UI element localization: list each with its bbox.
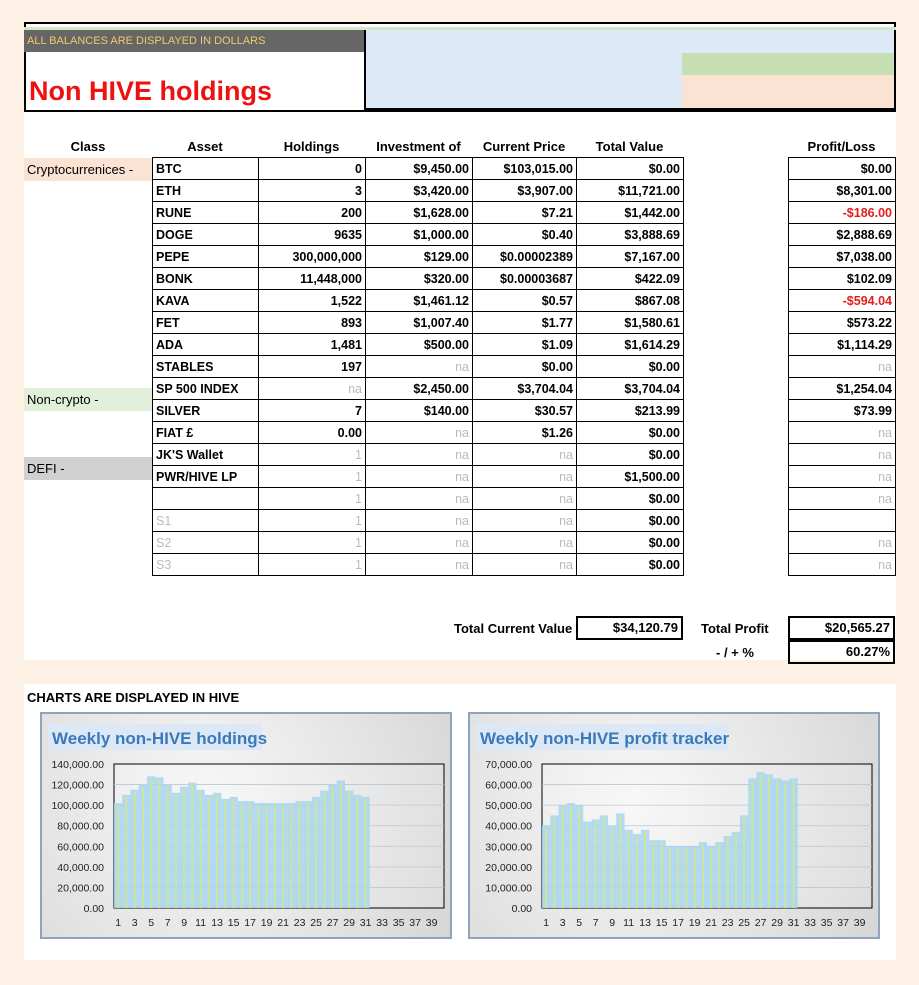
cell-profit-loss[interactable]: $8,301.00 [789,180,896,202]
table-row [153,224,684,246]
cell-profit-loss[interactable]: -$594.04 [789,290,896,312]
header-current-price: Current Price [482,139,566,154]
cell-holdings[interactable]: 200 [259,202,366,224]
cell-holdings[interactable]: 1 [259,444,366,466]
table-row [153,290,684,312]
cell-profit-loss[interactable]: na [789,466,896,488]
banner-peach-panel [682,75,894,108]
cell-holdings[interactable]: 1 [259,488,366,510]
cell-total[interactable]: $7,167.00 [577,246,684,268]
y-tick-label: 40,000.00 [485,820,532,833]
cell-total[interactable]: $0.00 [577,532,684,554]
table-row [153,400,684,422]
x-tick-label: 33 [804,917,816,929]
cell-profit-loss[interactable]: $7,038.00 [789,246,896,268]
cell-holdings[interactable]: 7 [259,400,366,422]
table-row [153,488,684,510]
table-row [153,510,684,532]
x-tick-label: 39 [853,917,866,929]
x-tick-label: 1 [543,917,550,929]
chart-title: Weekly non-HIVE profit tracker [480,729,730,748]
cell-investment[interactable]: na [366,532,473,554]
cell-investment[interactable]: na [366,444,473,466]
pl-row [789,466,896,488]
cell-total[interactable]: $422.09 [577,268,684,290]
x-tick-label: 7 [592,917,599,929]
holdings-table [152,157,684,576]
table-row [153,378,684,400]
cell-total[interactable]: $213.99 [577,400,684,422]
pl-row [789,290,896,312]
pl-row [789,378,896,400]
cell-total[interactable]: $0.00 [577,158,684,180]
table-row [153,334,684,356]
cell-price[interactable]: na [473,466,577,488]
cell-investment[interactable]: na [366,356,473,378]
cell-profit-loss[interactable]: $1,254.04 [789,378,896,400]
header-asset: Asset [187,139,223,154]
y-tick-label: 40,000.00 [57,861,104,874]
cell-asset[interactable]: BONK [153,268,259,290]
cell-total[interactable]: $867.08 [577,290,684,312]
cell-profit-loss[interactable]: $0.00 [789,158,896,180]
cell-asset[interactable]: S2 [153,532,259,554]
cell-asset[interactable]: BTC [153,158,259,180]
profit-chart-svg [470,714,882,941]
cell-holdings[interactable]: 9635 [259,224,366,246]
cell-profit-loss[interactable]: $1,114.29 [789,334,896,356]
cell-investment[interactable]: $140.00 [366,400,473,422]
cell-investment[interactable]: na [366,554,473,576]
cell-asset[interactable]: SILVER [153,400,259,422]
x-tick-label: 33 [376,917,388,929]
cell-holdings[interactable]: 3 [259,180,366,202]
cell-total[interactable]: $1,580.61 [577,312,684,334]
cell-price[interactable]: $0.00002389 [473,246,577,268]
table-row [153,158,684,180]
cell-asset[interactable]: ETH [153,180,259,202]
cell-asset[interactable]: RUNE [153,202,259,224]
table-row [153,532,684,554]
chart-title: Weekly non-HIVE holdings [52,729,268,748]
cell-price[interactable]: $30.57 [473,400,577,422]
cell-investment[interactable]: $1,628.00 [366,202,473,224]
table-row [153,246,684,268]
profit-loss-table [788,157,896,576]
pl-row [789,202,896,224]
x-tick-label: 21 [705,917,717,929]
header-holdings: Holdings [283,139,340,154]
holdings-chart[interactable] [40,712,452,939]
x-tick-label: 7 [164,917,171,929]
cell-investment[interactable]: $129.00 [366,246,473,268]
table-row [153,444,684,466]
cell-price[interactable]: $1.77 [473,312,577,334]
cell-holdings[interactable]: 1 [259,554,366,576]
x-tick-label: 17 [244,917,256,929]
x-tick-label: 5 [576,917,583,929]
cell-investment[interactable]: $9,450.00 [366,158,473,180]
x-tick-label: 1 [115,917,122,929]
cell-total[interactable]: $0.00 [577,510,684,532]
header-profit-loss: Profit/Loss [807,139,876,154]
cell-profit-loss[interactable]: $73.99 [789,400,896,422]
cell-holdings[interactable]: 1 [259,532,366,554]
x-tick-label: 19 [260,917,273,929]
cell-holdings[interactable]: na [259,378,366,400]
cell-total[interactable]: $3,704.04 [577,378,684,400]
y-tick-label: 100,000.00 [51,800,104,813]
table-row [153,356,684,378]
cell-price[interactable]: na [473,554,577,576]
cell-profit-loss[interactable]: na [789,422,896,444]
cell-total[interactable]: $1,442.00 [577,202,684,224]
cell-investment[interactable]: $1,461.12 [366,290,473,312]
class-label-noncrypto: Non-crypto - [24,388,152,411]
y-tick-label: 50,000.00 [485,800,532,813]
cell-price[interactable]: $0.40 [473,224,577,246]
pl-row [789,510,896,532]
charts-section-title: CHARTS ARE DISPLAYED IN HIVE [27,690,240,705]
percent-value[interactable]: 60.27% [788,640,895,664]
cell-holdings[interactable]: 1 [259,510,366,532]
cell-investment[interactable]: $1,007.40 [366,312,473,334]
x-tick-label: 35 [820,917,833,929]
cell-holdings[interactable]: 893 [259,312,366,334]
cell-profit-loss[interactable]: $102.09 [789,268,896,290]
cell-total[interactable]: $0.00 [577,444,684,466]
cell-holdings[interactable]: 0 [259,158,366,180]
x-tick-label: 37 [837,917,849,929]
x-tick-label: 27 [326,917,339,929]
cell-holdings[interactable]: 1,522 [259,290,366,312]
x-tick-label: 37 [409,917,421,929]
cell-holdings[interactable]: 0.00 [259,422,366,444]
percent-label: - / + % [716,645,754,660]
class-label-defi: DEFI - [24,457,152,480]
y-tick-label: 120,000.00 [51,779,104,792]
pl-row [789,158,896,180]
table-row [153,180,684,202]
pl-row [789,268,896,290]
cell-investment[interactable]: $1,000.00 [366,224,473,246]
cell-total[interactable]: $3,888.69 [577,224,684,246]
cell-investment[interactable]: na [366,422,473,444]
x-tick-label: 3 [131,917,138,929]
pl-row [789,554,896,576]
x-tick-label: 3 [559,917,566,929]
x-tick-label: 29 [771,917,783,929]
banner-green-panel [682,53,894,75]
x-tick-label: 23 [721,917,734,929]
table-row [153,466,684,488]
cell-investment[interactable]: $500.00 [366,334,473,356]
x-tick-label: 31 [359,917,372,929]
cell-asset[interactable]: KAVA [153,290,259,312]
cell-asset[interactable]: FET [153,312,259,334]
cell-profit-loss[interactable]: na [789,444,896,466]
cell-profit-loss[interactable] [789,510,896,532]
cell-asset[interactable]: S3 [153,554,259,576]
pl-row [789,180,896,202]
cell-total[interactable]: $0.00 [577,488,684,510]
cell-total[interactable]: $0.00 [577,356,684,378]
x-tick-label: 21 [277,917,289,929]
pl-row [789,400,896,422]
y-tick-label: 140,000.00 [51,759,104,771]
x-tick-label: 25 [310,917,322,929]
cell-price[interactable]: na [473,532,577,554]
y-tick-label: 80,000.00 [57,820,104,833]
cell-asset[interactable]: PEPE [153,246,259,268]
cell-investment[interactable]: na [366,466,473,488]
cell-asset[interactable]: ADA [153,334,259,356]
cell-profit-loss[interactable]: $2,888.69 [789,224,896,246]
cell-profit-loss[interactable]: $573.22 [789,312,896,334]
holdings-chart-svg [42,714,454,941]
x-tick-label: 13 [211,917,223,929]
x-tick-label: 17 [672,917,684,929]
total-profit-value[interactable]: $20,565.27 [788,616,895,640]
table-row [153,422,684,444]
cell-holdings[interactable]: 1 [259,466,366,488]
x-tick-label: 23 [293,917,306,929]
cell-price[interactable]: $3,704.04 [473,378,577,400]
table-row [153,202,684,224]
cell-price[interactable]: $3,907.00 [473,180,577,202]
y-tick-label: 20,000.00 [57,882,104,895]
table-row [153,554,684,576]
cell-asset[interactable]: DOGE [153,224,259,246]
y-tick-label: 10,000.00 [485,882,532,895]
x-tick-label: 29 [343,917,355,929]
header-class: Class [70,139,106,154]
cell-price[interactable]: $1.09 [473,334,577,356]
cell-asset[interactable]: JK'S Wallet [153,444,259,466]
cell-price[interactable]: $0.00003687 [473,268,577,290]
cell-profit-loss[interactable]: na [789,488,896,510]
y-tick-label: 70,000.00 [485,759,532,771]
cell-asset[interactable]: PWR/HIVE LP [153,466,259,488]
cell-investment[interactable]: $2,450.00 [366,378,473,400]
cell-total[interactable]: $1,500.00 [577,466,684,488]
cell-profit-loss[interactable]: -$186.00 [789,202,896,224]
cell-total[interactable]: $11,721.00 [577,180,684,202]
pl-row [789,488,896,510]
cell-investment[interactable]: na [366,488,473,510]
cell-price[interactable]: $1.26 [473,422,577,444]
pl-row [789,532,896,554]
cell-price[interactable]: na [473,488,577,510]
page-title: Non HIVE holdings [29,76,272,106]
total-current-value-label: Total Current Value [454,621,573,636]
total-current-value[interactable]: $34,120.79 [576,616,683,640]
x-tick-label: 25 [738,917,750,929]
x-tick-label: 15 [227,917,240,929]
cell-price[interactable]: na [473,510,577,532]
x-tick-label: 39 [425,917,438,929]
cell-profit-loss[interactable]: na [789,554,896,576]
cell-price[interactable]: $103,015.00 [473,158,577,180]
x-tick-label: 27 [754,917,767,929]
cell-investment[interactable]: na [366,510,473,532]
cell-asset[interactable] [153,488,259,510]
pl-row [789,356,896,378]
profit-chart[interactable] [468,712,880,939]
y-tick-label: 0.00 [83,903,104,915]
cell-price[interactable]: $0.00 [473,356,577,378]
pl-row [789,246,896,268]
cell-investment[interactable]: $320.00 [366,268,473,290]
cell-holdings[interactable]: 11,448,000 [259,268,366,290]
y-tick-label: 60,000.00 [57,841,104,854]
x-tick-label: 11 [195,917,207,929]
class-label-crypto: Cryptocurrenices - [24,158,152,181]
cell-total[interactable]: $1,614.29 [577,334,684,356]
cell-investment[interactable]: $3,420.00 [366,180,473,202]
y-tick-label: 30,000.00 [485,841,532,854]
x-tick-label: 19 [688,917,701,929]
x-tick-label: 31 [787,917,800,929]
cell-holdings[interactable]: 300,000,000 [259,246,366,268]
cell-profit-loss[interactable]: na [789,532,896,554]
cell-profit-loss[interactable]: na [789,356,896,378]
x-tick-label: 35 [392,917,405,929]
total-profit-label: Total Profit [701,621,769,636]
cell-price[interactable]: na [473,444,577,466]
cell-price[interactable]: $7.21 [473,202,577,224]
header-total-value: Total Value [595,139,664,154]
pl-row [789,312,896,334]
cell-holdings[interactable]: 1,481 [259,334,366,356]
table-row [153,268,684,290]
cell-total[interactable]: $0.00 [577,422,684,444]
y-tick-label: 0.00 [511,903,532,915]
cell-asset[interactable]: S1 [153,510,259,532]
header-investment: Investment of [376,139,461,154]
x-tick-label: 9 [609,917,616,929]
x-tick-label: 13 [639,917,651,929]
cell-price[interactable]: $0.57 [473,290,577,312]
pl-row [789,224,896,246]
pl-row [789,444,896,466]
pl-row [789,334,896,356]
x-tick-label: 5 [148,917,155,929]
cell-asset[interactable]: STABLES [153,356,259,378]
y-tick-label: 20,000.00 [485,861,532,874]
cell-asset[interactable]: FIAT £ [153,422,259,444]
cell-total[interactable]: $0.00 [577,554,684,576]
x-tick-label: 11 [623,917,635,929]
cell-holdings[interactable]: 197 [259,356,366,378]
dollars-notice: ALL BALANCES ARE DISPLAYED IN DOLLARS [24,30,364,52]
x-tick-label: 9 [181,917,188,929]
table-row [153,312,684,334]
y-tick-label: 60,000.00 [485,779,532,792]
pl-row [789,422,896,444]
cell-asset[interactable]: SP 500 INDEX [153,378,259,400]
x-tick-label: 15 [655,917,668,929]
